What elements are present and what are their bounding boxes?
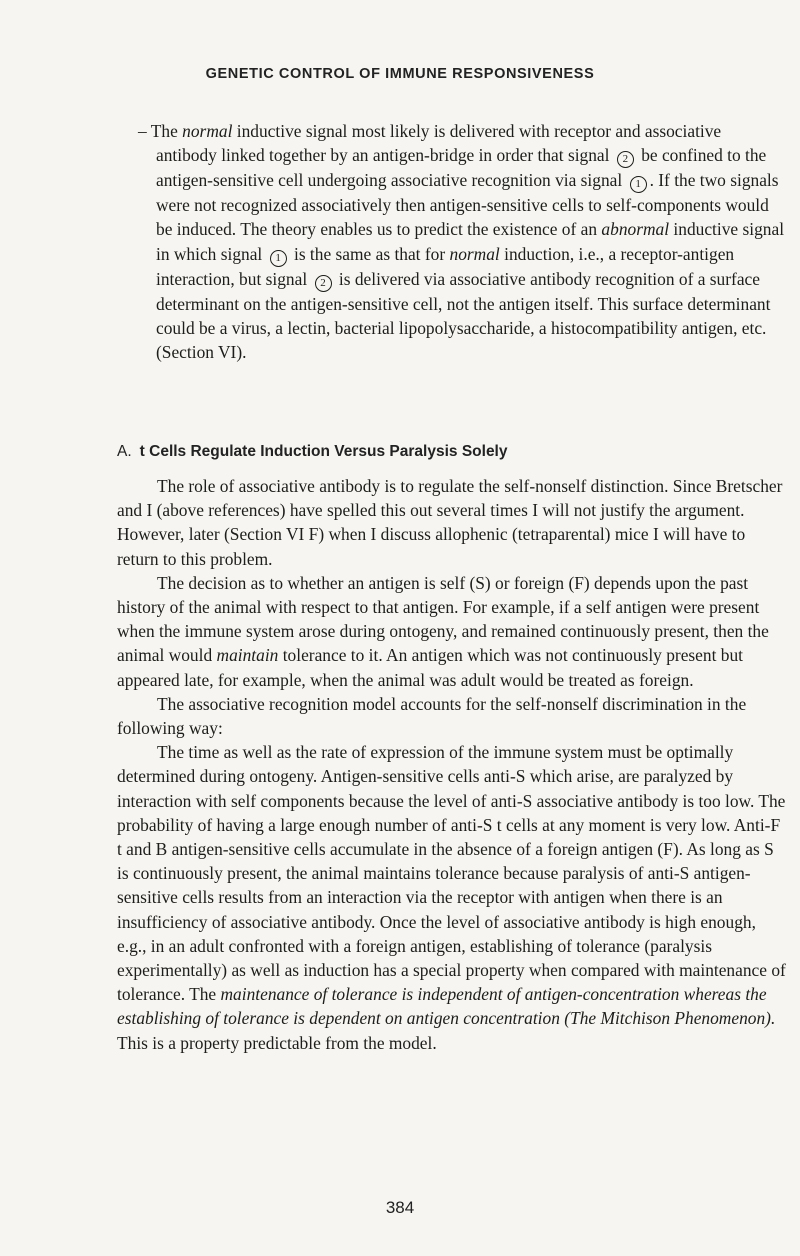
text-run: inductive signal most likely is delivered with receptor and associative antibody linked together by an antigen-bridge in order that signal — [156, 121, 722, 166]
dash-paragraph-text — [138, 119, 786, 364]
signal-1-circle: 1 — [630, 176, 647, 193]
body-text — [117, 474, 787, 1055]
section-letter: A. — [117, 443, 132, 460]
paragraph-3: The associative recognition model accounts for the self-nonself discrimination in the following way: — [117, 693, 747, 739]
paragraph-4 — [117, 740, 787, 1055]
text-run: . If the two signals were not recognized associatively then antigen-sensitive cells to self-components would be induced. The theory enables us to predict the existence of an — [156, 170, 779, 240]
text-run: be confined to the antigen-sensitive cell undergoing associative recognition via signal — [156, 145, 767, 191]
running-head: GENETIC CONTROL OF IMMUNE RESPONSIVENESS — [205, 66, 595, 82]
text-run: induction, i.e., a receptor-antigen interaction, but signal — [156, 243, 735, 289]
signal-1-circle: 1 — [270, 250, 287, 267]
emphasis-text: maintain — [216, 645, 279, 666]
section-title: t Cells Regulate Induction Versus Paralysis Solely — [139, 443, 508, 460]
page-number: 384 — [385, 1198, 415, 1217]
emphasis-text: maintenance of tolerance is independent of antigen-concentration whereas the establishing of tolerance is dependent on antigen concentration (The Mitchison Phenomenon). — [117, 984, 776, 1029]
text-run: This is a property predictable from the model. — [117, 1032, 437, 1053]
text-run: The decision as to whether an antigen is self (S) or foreign (F) depends upon the past history of the animal with respect to that antigen. For example, if a self antigen were present when the immune system arose during ontogeny, and remained continuously present, then the animal would — [117, 572, 769, 666]
text-run: inductive signal in which signal — [156, 219, 785, 264]
paragraph-2 — [117, 571, 787, 692]
dash-paragraph — [138, 119, 786, 364]
paragraph-1: The role of associative antibody is to regulate the self-nonself distinction. Since Bretscher and I (above references) have spelled this out several times I will not justify the argument. However, later (Section VI F) when I discuss allophenic (tetraparental) mice I will have to return to this problem. — [117, 476, 783, 569]
dash-mark: – — [138, 121, 147, 141]
text-run: The — [150, 121, 178, 141]
text-run: tolerance to it. An antigen which was not continuously present but appeared late, for example, when the animal was adult would be treated as foreign. — [117, 645, 743, 690]
text-run: The time as well as the rate of expression of the immune system must be optimally determined during ontogeny. Antigen-sensitive cells anti-S which arise, are paralyzed by interaction with self components because the level of anti-S associative antibody is too low. The probability of having a large enough number of anti-S t cells at any moment is very low. Anti-F t and B antigen-sensitive cells accumulate in the absence of a foreign antigen (F). As long as S is continuously present, the animal maintains tolerance because paralysis of anti-S antigen-sensitive cells results from an interaction via the receptor with antigen when there is an insufficiency of associative antibody. Once the level of associative antibody is high enough, e.g., in an adult confronted with a foreign antigen, establishing of tolerance (paralysis experimentally) as well as induction has a special property when compared with maintenance of tolerance. The — [117, 742, 786, 1005]
text-run: is the same as that for — [293, 243, 446, 264]
emphasis-text: normal — [449, 243, 500, 264]
emphasis-text: normal — [182, 121, 233, 141]
signal-2-circle: 2 — [315, 275, 332, 292]
section-heading — [117, 443, 508, 461]
text-run: is delivered via associative antibody recognition of a surface determinant on the antigen-sensitive cell, not the antigen itself. This surface determinant could be a virus, a lectin, bacterial lipopolysaccharide, a histocompatibility antigen, etc. (Section VI). — [156, 268, 771, 363]
signal-2-circle: 2 — [617, 151, 634, 168]
emphasis-text: abnormal — [601, 219, 670, 240]
